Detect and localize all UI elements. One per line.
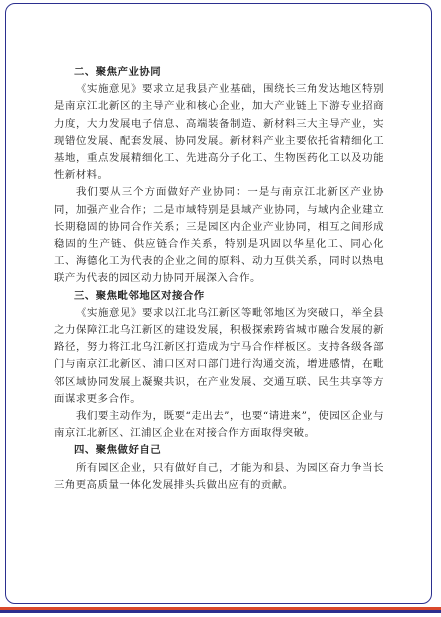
section-heading-self-improvement: 四、聚焦做好自己	[74, 444, 162, 457]
bottom-rule-blue	[0, 610, 441, 613]
paragraph: 我们要从三个方面做好产业协同：一是与南京江北新区产业协同，加强产业合作；二是市域特别是县域产业协同，与域内企业建立长期稳固的协同合作关系；三是园区内企业产业协同，相互之间形成稳固的生产链、供应链合作关系，特别是巩固以华星化工、同心化工、海德化工为代表的企业之间的原料、动力互供关系，同时以热电联产为代表的园区动力协同开展深入合作。	[54, 186, 384, 285]
paragraph: 《实施意见》要求立足我县产业基础，围绕长三角发达地区特别是南京江北新区的主导产业和核心企业，加大产业链上下游专业招商力度，大力发展电子信息、高端装备制造、新材料三大主导产业，实现错位发展、配套发展、协同发展。新材料产业主要依托省精细化工基地，重点发展精细化工、先进高分子化工、生物医药化工以及功能性新材料。	[54, 83, 384, 182]
section-heading-industry-synergy: 二、聚焦产业协同	[74, 66, 162, 78]
paragraph: 《实施意见》要求以江北乌江新区等毗邻地区为突破口，举全县之力保障江北乌江新区的建设发展，积极探索跨省城市融合发展的新路径，努力将江北乌江新区打造成为宁马合作样板区。支持各级各部门与南京江北新区、浦口区对口部门进行沟通交流，增进感情，在毗邻区域协同发展上凝聚共识，在产业发展、交通互联、民生共享等方面谋求更多合作。	[54, 306, 384, 405]
paragraph: 我们要主动作为，既要“走出去”，也要“请进来”，使园区企业与南京江北新区、江浦区企业在对接合作方面取得突破。	[54, 410, 384, 440]
document-body	[54, 64, 384, 494]
section-heading-neighbor-cooperation: 三、聚焦毗邻地区对接合作	[74, 289, 205, 302]
paragraph: 所有园区企业，只有做好自己，才能为和县、为园区奋力争当长三角更高质量一体化发展排头兵做出应有的贡献。	[54, 461, 384, 491]
